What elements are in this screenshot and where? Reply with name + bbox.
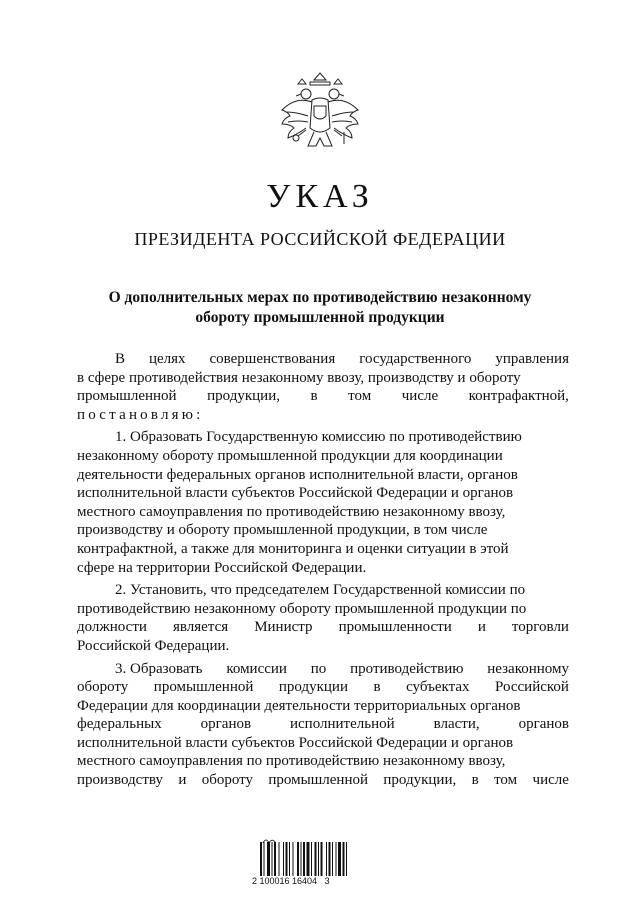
body-text: по — [310, 660, 327, 677]
body-text: управления — [495, 351, 569, 367]
coat-of-arms-icon — [276, 70, 364, 162]
body-line — [77, 484, 569, 503]
body-text: промышленной — [77, 388, 177, 405]
body-text: в — [310, 388, 318, 405]
subject-line: О дополнительных мерах по противодействию незаконному — [108, 289, 532, 306]
body-text: Федерации для координации деятельности территориальных органов — [77, 697, 521, 714]
body-line — [77, 466, 569, 485]
body-text: промышленной — [268, 772, 368, 789]
body-text: власти, — [433, 716, 480, 733]
body-text: продукции — [278, 679, 348, 696]
barcode-icon — [258, 842, 376, 876]
body-text: том — [348, 388, 372, 405]
body-text: государственного — [359, 351, 472, 367]
body-text: совершенствования — [209, 351, 336, 367]
body-text: исполнительной — [290, 716, 395, 733]
body-text: противодействию незаконному обороту промышленной продукции по — [77, 600, 527, 617]
body-text: том — [494, 772, 518, 789]
body-line — [77, 521, 569, 540]
body-text: в — [471, 772, 479, 789]
body-text: и — [178, 772, 187, 789]
body-text: органов — [518, 716, 569, 733]
body-line — [77, 406, 569, 425]
body-text: В — [115, 351, 126, 367]
body-text: должности — [77, 619, 147, 636]
body-line — [77, 503, 569, 522]
body-text: органов — [200, 716, 252, 733]
body-line — [77, 660, 569, 679]
decree-title: УКАЗ — [266, 178, 374, 215]
body-text: промышленности — [338, 619, 452, 636]
body-text: контрафактной, — [468, 388, 569, 405]
body-text: комиссии — [226, 660, 287, 677]
body-line — [77, 369, 569, 388]
body-text: производству и обороту промышленной продукции, в том числе — [77, 522, 488, 539]
decree-body — [77, 350, 569, 790]
body-line — [77, 734, 569, 753]
body-text: контрафактной, а также для мониторинга и оценки ситуации в этой — [77, 540, 509, 557]
body-text: торговли — [511, 619, 569, 636]
body-line — [77, 428, 569, 447]
body-text: сфере на территории Российской Федерации. — [77, 559, 367, 576]
subject-line: обороту промышленной продукции — [195, 309, 445, 326]
body-text: 1. Образовать Государственную комиссию по противодействию — [115, 429, 522, 446]
body-text: местного самоуправления по противодействию незаконному ввозу, — [77, 503, 506, 520]
body-text: в — [373, 679, 381, 696]
body-text: незаконному обороту промышленной продукции для координации — [77, 447, 503, 464]
body-line — [77, 697, 569, 716]
body-text: федеральных — [77, 716, 162, 733]
body-text: 2. Установить, что председателем Государственной комиссии по — [115, 582, 526, 599]
body-text: Российской — [495, 679, 569, 696]
body-text: целях — [148, 351, 186, 367]
body-text: деятельности федеральных органов исполнительной власти, органов — [77, 466, 518, 483]
body-line — [77, 387, 569, 406]
body-text: обороту — [77, 679, 129, 696]
body-line — [77, 350, 569, 369]
body-text: незаконному — [487, 660, 569, 677]
body-line — [77, 559, 569, 578]
body-text: Российской Федерации. — [77, 637, 230, 654]
body-text: местного самоуправления по противодействию незаконному ввозу, — [77, 753, 506, 770]
body-text: числе — [401, 388, 439, 405]
body-text: обороту — [201, 772, 254, 789]
body-line — [77, 540, 569, 559]
signature-mark — [262, 832, 276, 840]
body-line — [77, 447, 569, 466]
body-text: промышленной — [153, 679, 254, 696]
body-line — [77, 600, 569, 619]
body-text: и — [477, 619, 486, 636]
body-line — [77, 618, 569, 637]
body-text: постановляю: — [77, 406, 204, 423]
body-text: производству — [77, 772, 163, 789]
body-text: исполнительной власти субъектов Российской Федерации и органов — [77, 734, 514, 751]
body-text: Министр — [254, 619, 313, 636]
body-line — [77, 637, 569, 656]
issuer-line: ПРЕЗИДЕНТА РОССИЙСКОЙ ФЕДЕРАЦИИ — [134, 229, 506, 249]
body-line — [77, 678, 569, 697]
body-text: продукции, — [207, 388, 280, 405]
body-line — [77, 715, 569, 734]
serial-number: 2 100016 16404 3 — [252, 876, 330, 886]
body-text: субъектах — [406, 679, 470, 696]
body-text: продукции, — [383, 772, 457, 789]
body-line — [77, 752, 569, 771]
body-line — [77, 581, 569, 600]
decree-subject — [60, 288, 580, 328]
body-text: противодействию — [350, 660, 464, 677]
body-text: является — [173, 619, 229, 636]
body-text: 3. Образовать — [115, 660, 203, 677]
body-text: числе — [532, 772, 569, 789]
body-line — [77, 771, 569, 790]
body-text: исполнительной власти субъектов Российской Федерации и органов — [77, 485, 514, 502]
body-text: в сфере противодействия незаконному ввозу, производству и обороту — [77, 369, 521, 386]
